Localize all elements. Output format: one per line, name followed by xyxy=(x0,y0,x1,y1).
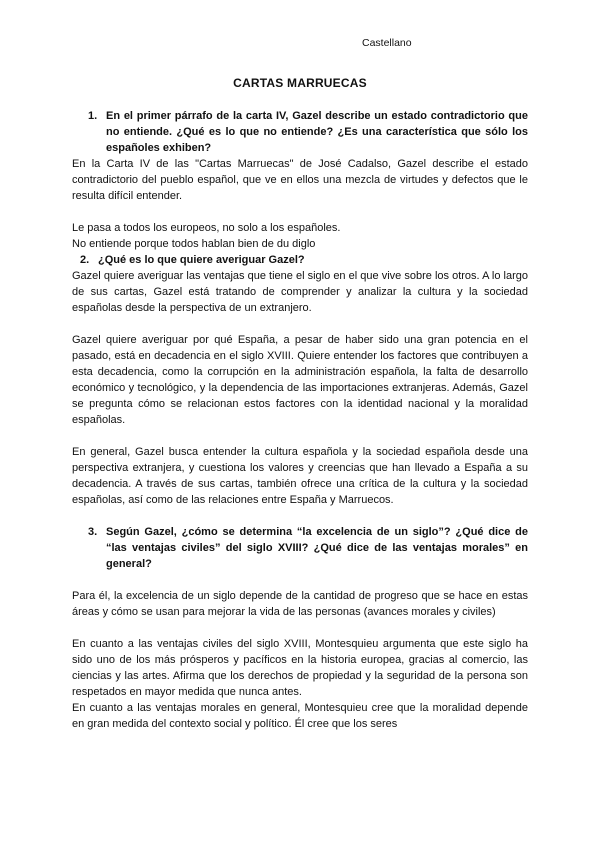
answer-1-paragraph-1: En la Carta IV de las "Cartas Marruecas" de José Cadalso, Gazel describe el estado contradictorio del pueblo español, que ve en ellos una mezcla de virtudes y defectos que le resulta difícil entender. xyxy=(72,158,528,202)
answer-3-paragraph-3: En cuanto a las ventajas morales en general, Montesquieu cree que la moralidad depende en gran medida del contexto social y político. Él cree que los seres xyxy=(72,702,528,730)
document-body xyxy=(72,108,528,732)
question-1-number: 1. xyxy=(88,110,98,122)
answer-3-paragraph-2: En cuanto a las ventajas civiles del siglo XVIII, Montesquieu argumenta que este siglo ha sido uno de los más prósperos y pacíficos en la historia europea, gracias al comercio, las ciencias y las artes. Afirma que los derechos de propiedad y la seguridad de la persona son respetados en mayor medida que nunca antes. xyxy=(72,638,528,698)
document-header-language: Castellano xyxy=(362,37,412,49)
question-2-number: 2. xyxy=(80,254,90,266)
question-1-text: En el primer párrafo de la carta IV, Gazel describe un estado contradictorio que no entiende. ¿Qué es lo que no entiende? ¿Es una característica que sólo los españoles exhiben? xyxy=(106,110,528,154)
question-3 xyxy=(72,524,528,572)
question-3-number: 3. xyxy=(88,526,98,538)
question-1 xyxy=(72,108,528,156)
question-2-text: ¿Qué es lo que quiere averiguar Gazel? xyxy=(98,254,305,266)
answer-3-paragraph-1: Para él, la excelencia de un siglo depende de la cantidad de progreso que se hace en estas áreas y cómo se usan para mejorar la vida de las personas (avances morales y civiles) xyxy=(72,590,528,618)
answer-1-paragraph-2: Le pasa a todos los europeos, no solo a los españoles. xyxy=(72,222,341,234)
question-2 xyxy=(72,252,528,268)
answer-2-paragraph-2: Gazel quiere averiguar por qué España, a pesar de haber sido una gran potencia en el pasado, está en decadencia en el siglo XVIII. Quiere entender los factores que contribuyen a esta decadencia, como la corrupción en la administración española, la falta de desarrollo económico y tecnológico, y la dependencia de las importaciones extranjeras. Además, Gazel se pregunta cómo se relacionan estos factores con la identidad nacional y la moralidad españolas. xyxy=(72,334,528,426)
answer-1-paragraph-3: No entiende porque todos hablan bien de du diglo xyxy=(72,238,316,250)
question-3-text: Según Gazel, ¿cómo se determina “la excelencia de un siglo”? ¿Qué dice de “las ventajas civiles” del siglo XVIII? ¿Qué dice de las ventajas morales” en general? xyxy=(106,526,528,570)
document-title: CARTAS MARRUECAS xyxy=(233,76,367,90)
answer-2-paragraph-3: En general, Gazel busca entender la cultura española y la sociedad española desde una perspectiva extranjera, y cuestiona los valores y creencias que han llevado a España a su decadencia. A través de sus cartas, también ofrece una crítica de la cultura y la sociedad españolas, así como de las relaciones entre España y Marruecos. xyxy=(72,446,528,506)
answer-2-paragraph-1: Gazel quiere averiguar las ventajas que tiene el siglo en el que vive sobre los otros. A lo largo de sus cartas, Gazel está tratando de comprender y analizar la cultura y la sociedad españolas desde la perspectiva de un extranjero. xyxy=(72,270,528,314)
